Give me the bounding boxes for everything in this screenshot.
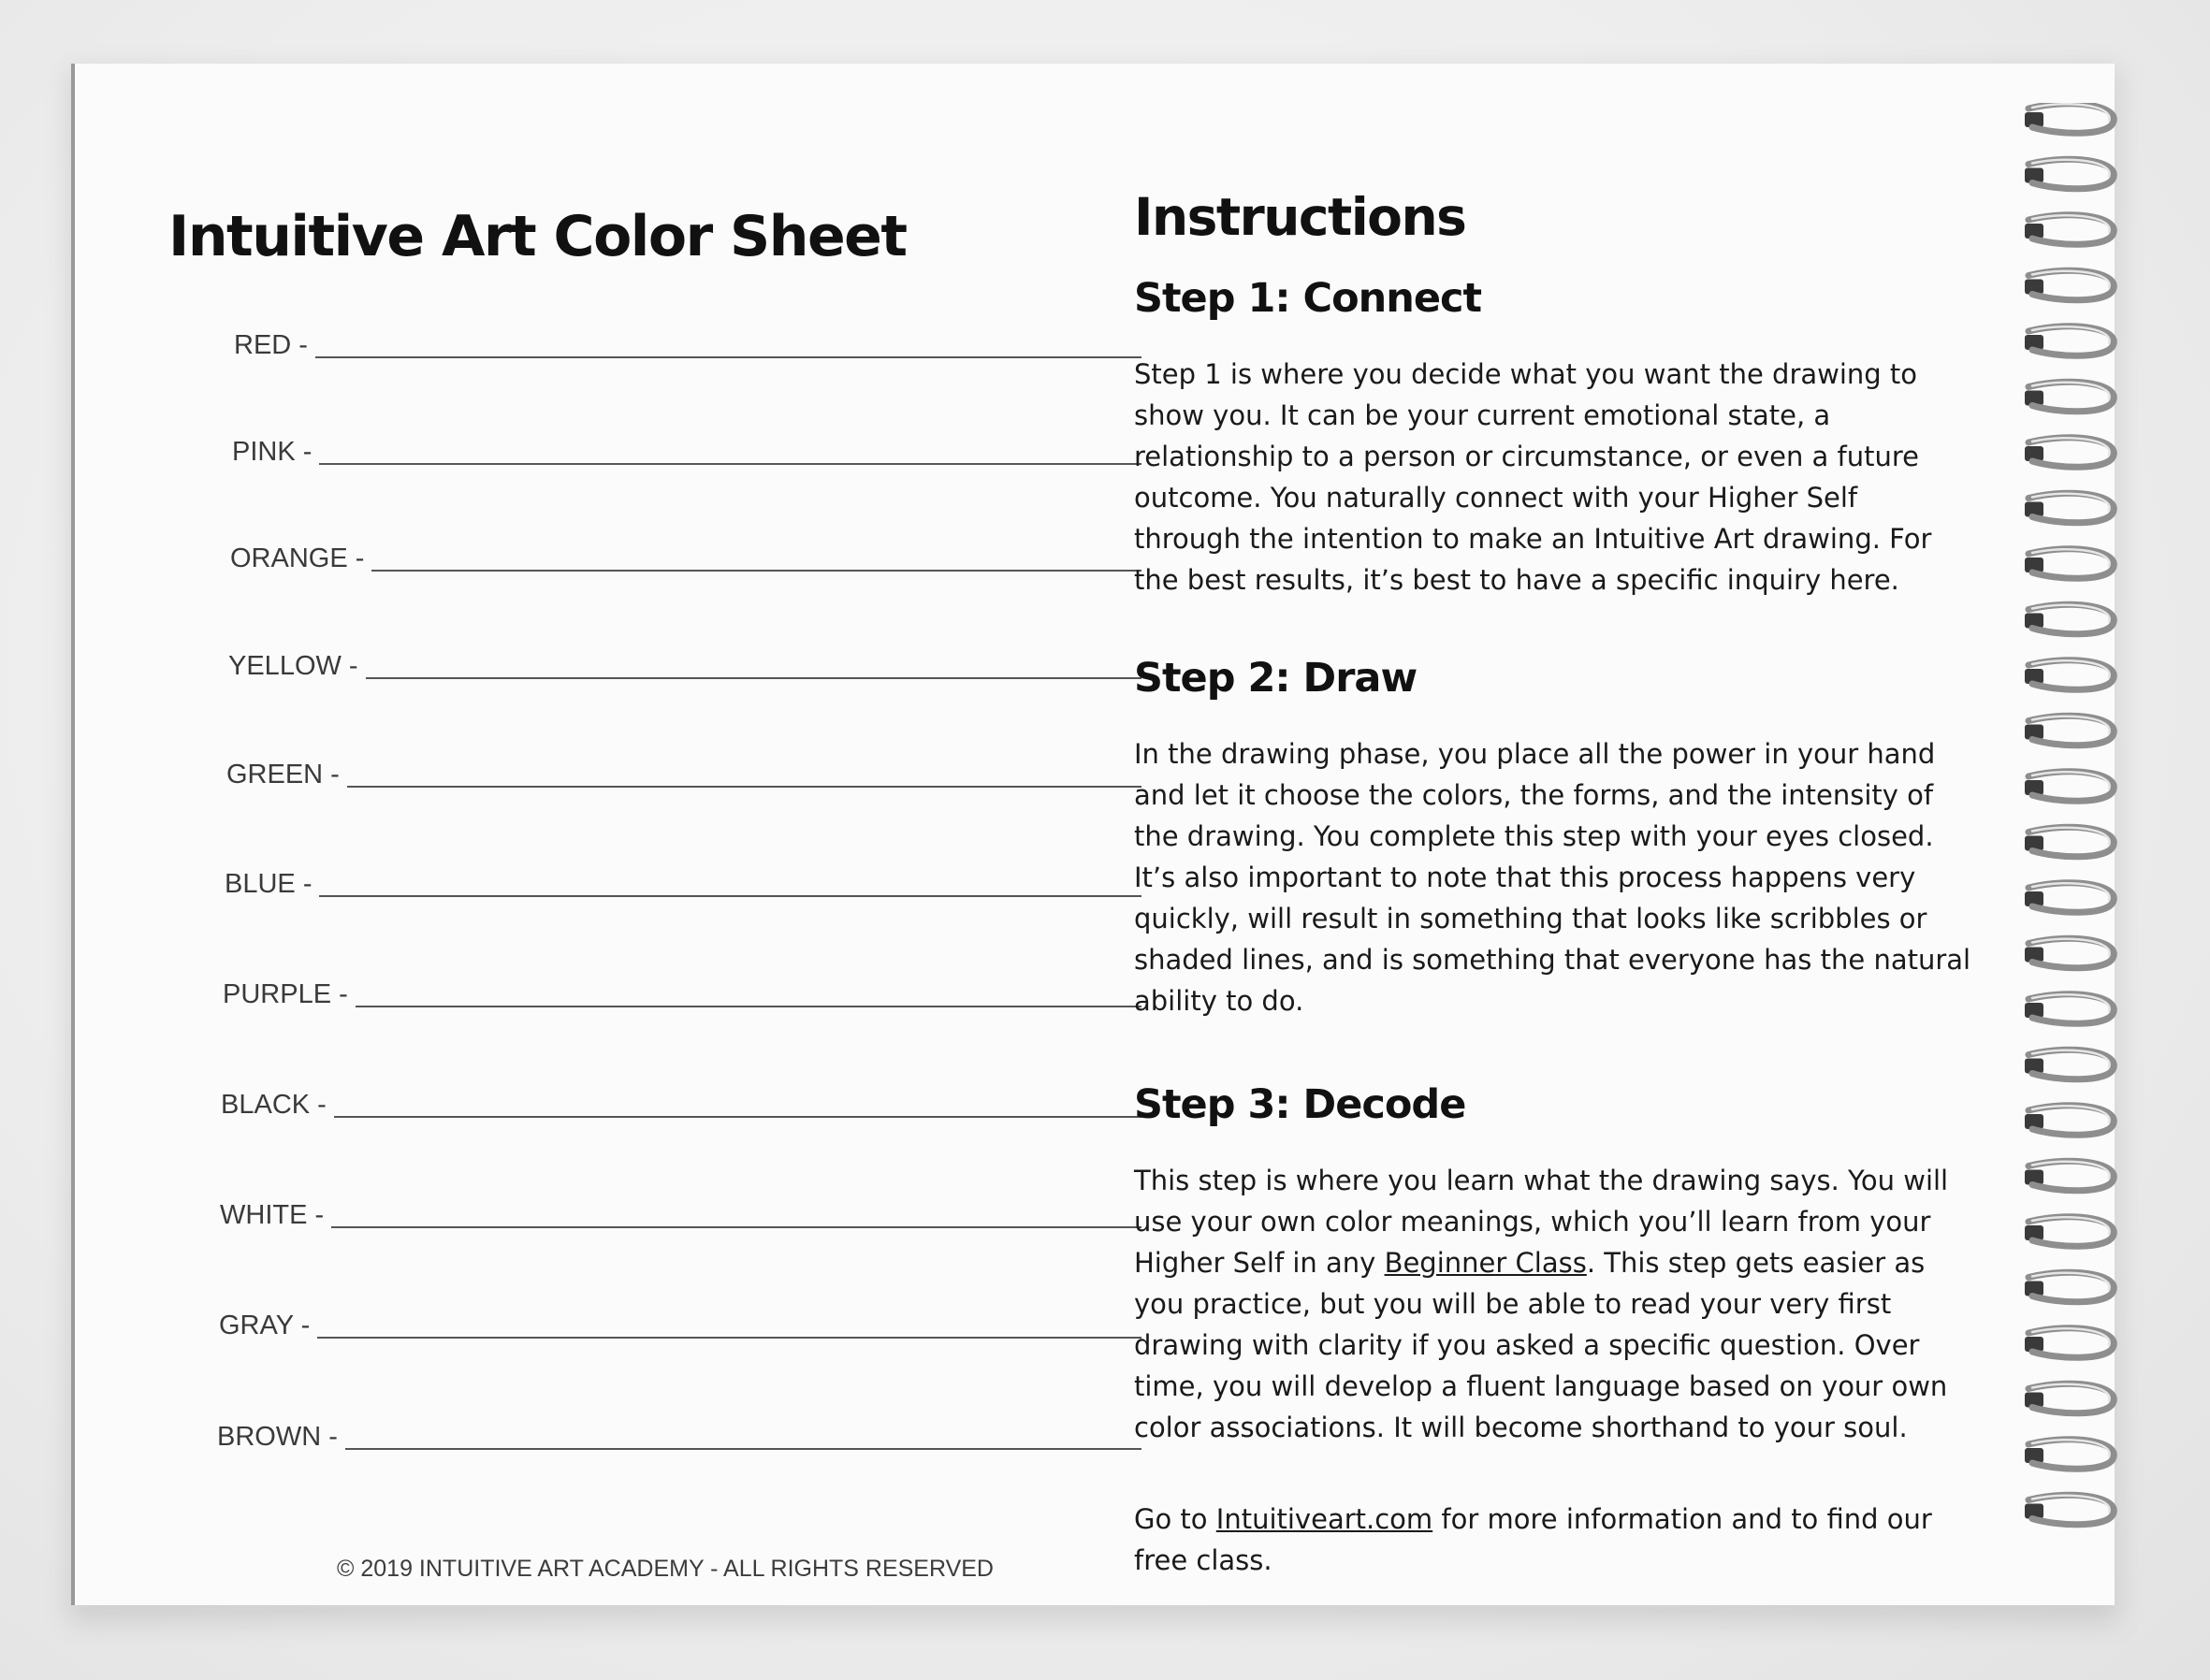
text-segment: Higher Self in any <box>1134 1247 1385 1279</box>
spiral-ring <box>2025 382 2114 412</box>
color-label: GREEN - <box>226 760 340 789</box>
color-label: ORANGE - <box>230 543 365 573</box>
color-sheet <box>168 138 1160 1582</box>
spiral-ring <box>2025 549 2114 579</box>
write-in-line[interactable] <box>347 785 1141 788</box>
step2-paragraph <box>1134 733 2014 1021</box>
color-sheet-title: Intuitive Art Color Sheet <box>168 204 907 269</box>
paragraph-line: It’s also important to note that this process happens very <box>1134 862 1916 893</box>
color-row-green[interactable] <box>226 746 1141 790</box>
paragraph-line: through the intention to make an Intuitive Art drawing. For <box>1134 523 1932 555</box>
paragraph-line: ability to do. <box>1134 985 1304 1017</box>
spiral-ring <box>2025 159 2114 189</box>
spiral-ring <box>2025 938 2114 968</box>
write-in-line[interactable] <box>334 1115 1141 1118</box>
spiral-ring <box>2025 1050 2114 1079</box>
color-row-purple[interactable] <box>223 965 1141 1010</box>
spiral-ring <box>2025 1440 2114 1470</box>
spiral-ring <box>2025 660 2114 690</box>
step2-heading: Step 2: Draw <box>1134 655 1418 702</box>
spiral-ring <box>2025 270 2114 300</box>
color-label: GRAY - <box>219 1311 311 1340</box>
spiral-ring <box>2025 883 2114 913</box>
color-label: YELLOW - <box>228 651 358 681</box>
color-label: BLUE - <box>225 869 313 899</box>
color-row-red[interactable] <box>234 316 1141 361</box>
write-in-line[interactable] <box>319 462 1141 465</box>
paragraph-line-with-link <box>1134 1242 2014 1283</box>
footer-paragraph <box>1134 1499 2014 1581</box>
copyright-notice: © 2019 INTUITIVE ART ACADEMY - ALL RIGHTS RESERVED <box>337 1556 994 1582</box>
spiral-ring <box>2025 1272 2114 1302</box>
color-row-brown[interactable] <box>217 1408 1141 1453</box>
write-in-line[interactable] <box>331 1225 1141 1228</box>
beginner-class-link[interactable]: Beginner Class <box>1384 1247 1587 1279</box>
spiral-ring <box>2025 493 2114 523</box>
step1-paragraph <box>1134 354 2014 601</box>
spiral-ring <box>2025 1106 2114 1136</box>
spiral-ring <box>2025 994 2114 1024</box>
spiral-ring <box>2025 326 2114 356</box>
paragraph-line: free class. <box>1134 1544 1272 1576</box>
spiral-ring <box>2025 827 2114 857</box>
step1-heading: Step 1: Connect <box>1134 275 1482 322</box>
spiral-ring <box>2025 604 2114 634</box>
write-in-line[interactable] <box>319 894 1141 897</box>
write-in-line[interactable] <box>317 1336 1141 1339</box>
step3-heading: Step 3: Decode <box>1134 1081 1466 1128</box>
color-row-pink[interactable] <box>232 423 1141 468</box>
write-in-line[interactable] <box>315 355 1141 358</box>
text-segment: . This step gets easier as <box>1586 1247 1926 1279</box>
color-label: PURPLE - <box>223 979 348 1009</box>
paragraph-line: drawing with clarity if you asked a specific question. Over <box>1134 1329 1920 1361</box>
spiral-ring <box>2025 772 2114 802</box>
step3-paragraph <box>1134 1160 2014 1448</box>
spiral-ring <box>2025 1383 2114 1413</box>
color-label: BROWN - <box>217 1422 338 1452</box>
spiral-binding <box>2019 103 2159 1562</box>
write-in-line[interactable] <box>356 1005 1141 1007</box>
spiral-ring <box>2025 1328 2114 1358</box>
paragraph-line: This step is where you learn what the drawing says. You will <box>1134 1165 1949 1196</box>
color-row-white[interactable] <box>220 1186 1141 1231</box>
color-row-yellow[interactable] <box>228 637 1141 682</box>
color-label: PINK - <box>232 437 313 467</box>
spiral-ring <box>2025 1495 2114 1525</box>
spiral-ring <box>2025 716 2114 746</box>
paragraph-line: show you. It can be your current emotional state, a <box>1134 399 1831 431</box>
color-label: BLACK - <box>221 1090 327 1120</box>
paragraph-line: and let it choose the colors, the forms, and the intensity of <box>1134 779 1934 811</box>
spiral-ring <box>2025 104 2114 134</box>
instructions-title: Instructions <box>1134 187 1466 247</box>
write-in-line[interactable] <box>345 1447 1141 1450</box>
paragraph-line: quickly, will result in something that looks like scribbles or <box>1134 903 1927 934</box>
paragraph-line: relationship to a person or circumstance, or even a future <box>1134 441 1920 472</box>
color-row-orange[interactable] <box>230 529 1141 574</box>
paragraph-line-with-link <box>1134 1499 2014 1540</box>
paragraph-line: time, you will develop a fluent language based on your own <box>1134 1370 1948 1402</box>
notebook-page <box>71 64 2115 1605</box>
intuitiveart-link[interactable]: Intuitiveart.com <box>1215 1503 1433 1535</box>
color-row-blue[interactable] <box>225 855 1141 900</box>
paragraph-line: the best results, it’s best to have a specific inquiry here. <box>1134 564 1899 596</box>
spiral-ring <box>2025 215 2114 245</box>
write-in-line[interactable] <box>366 676 1141 679</box>
color-label: RED - <box>234 330 308 360</box>
color-label: WHITE - <box>220 1200 325 1230</box>
text-segment: for more information and to find our <box>1432 1503 1932 1535</box>
paragraph-line: color associations. It will become shorthand to your soul. <box>1134 1412 1908 1443</box>
spiral-ring <box>2025 1217 2114 1247</box>
spiral-ring <box>2025 438 2114 468</box>
paragraph-line: you practice, but you will be able to read your very first <box>1134 1288 1892 1320</box>
paragraph-line: the drawing. You complete this step with your eyes closed. <box>1134 820 1934 852</box>
spiral-ring <box>2025 1161 2114 1191</box>
color-row-black[interactable] <box>221 1076 1141 1121</box>
paragraph-line: use your own color meanings, which you’ll learn from your <box>1134 1206 1931 1238</box>
paragraph-line: Step 1 is where you decide what you want the drawing to <box>1134 358 1918 390</box>
text-segment: Go to <box>1134 1503 1216 1535</box>
color-row-gray[interactable] <box>219 1296 1141 1341</box>
paragraph-line: outcome. You naturally connect with your Higher Self <box>1134 482 1858 514</box>
write-in-line[interactable] <box>371 569 1141 572</box>
paragraph-line: shaded lines, and is something that everyone has the natural <box>1134 944 1971 976</box>
paragraph-line: In the drawing phase, you place all the power in your hand <box>1134 738 1936 770</box>
